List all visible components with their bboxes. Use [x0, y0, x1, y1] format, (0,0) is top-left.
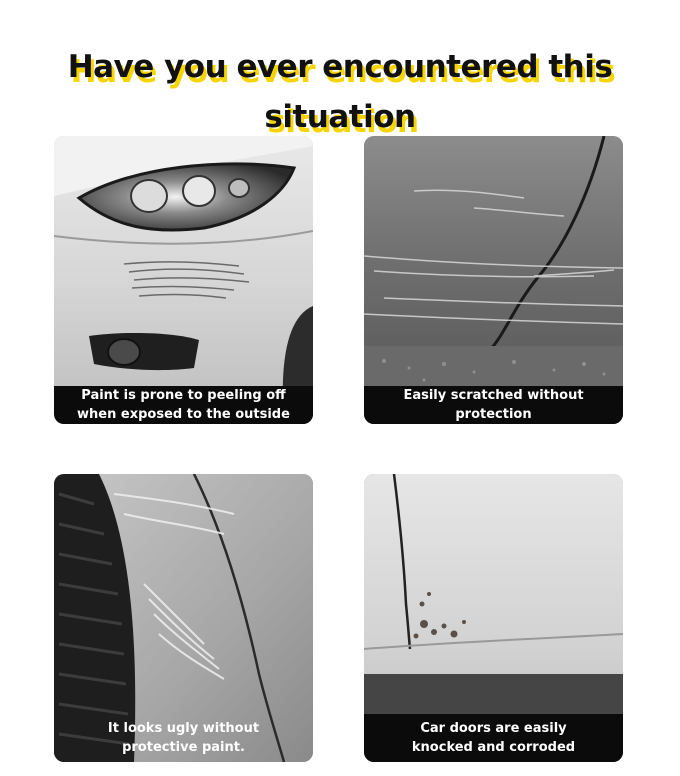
card-caption: Car doors are easily knocked and corroded: [364, 714, 623, 762]
page-title: Have you ever encountered this situation: [67, 49, 613, 135]
card-caption: It looks ugly without protective paint.: [107, 721, 260, 755]
situation-card-corroded: [364, 474, 623, 762]
card-caption: Paint is prone to peeling off when exposed to the outside: [54, 386, 313, 424]
situation-card-scratched: [364, 136, 623, 424]
car-door-scratch-photo: [364, 136, 623, 424]
car-headlight-bumper-photo: [54, 136, 313, 424]
header: [0, 42, 680, 135]
situation-card-peeling: [54, 136, 313, 424]
card-caption: Easily scratched without protection: [364, 386, 623, 424]
situation-card-ugly: [54, 474, 313, 762]
